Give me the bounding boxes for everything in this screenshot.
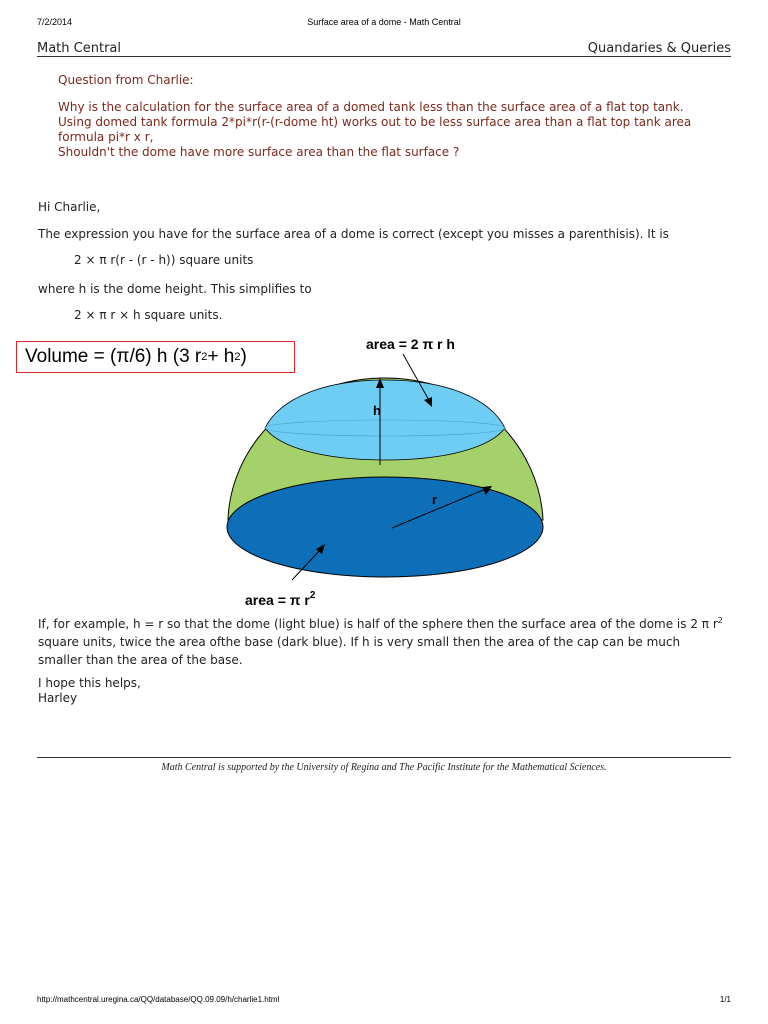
volume-formula-suffix: )	[240, 346, 247, 367]
formula-simplified: 2 × π r × h square units.	[74, 308, 223, 322]
base-area-label	[245, 590, 316, 608]
answer-paragraph-3-a: If, for example, h = r so that the dome (light blue) is half of the sphere then the surface area of the dome is 2 π r	[38, 617, 718, 631]
answer-greeting: Hi Charlie,	[38, 200, 101, 214]
section-name-link[interactable]: Quandaries & Queries	[587, 41, 731, 56]
answer-paragraph-3	[38, 612, 728, 669]
question-line-1: Why is the calculation for the surface area of a domed tank less than the surface area of a flat top tank.	[58, 100, 684, 114]
print-page-number: 1/1	[719, 995, 731, 1004]
cap-area-label: area = 2 π r h	[366, 336, 455, 352]
base-area-label-sup: 2	[309, 590, 316, 601]
base-area-label-text: area = π r	[245, 592, 310, 608]
footer-divider	[37, 757, 731, 758]
question-block	[58, 73, 698, 160]
answer-paragraph-3-b: square units, twice the area ofthe base (dark blue). If h is very small then the area of the cap can be much smaller than the area of the base.	[38, 635, 681, 667]
print-url: http://mathcentral.uregina.ca/QQ/database/QQ.09.09/h/charlie1.html	[37, 995, 280, 1004]
volume-formula-sup-1: 2	[201, 351, 208, 363]
question-line-3: Shouldn't the dome have more surface area than the flat surface ?	[58, 145, 460, 159]
footer-support-text: Math Central is supported by the University of Regina and The Pacific Institute for the Mathematical Sciences.	[161, 762, 607, 773]
answer-closing: I hope this helps,	[38, 676, 141, 690]
formula-surface-area: 2 × π r(r - (r - h)) square units	[74, 253, 254, 267]
answer-paragraph-3-sup: 2	[717, 616, 723, 625]
answer-signature: Harley	[38, 691, 78, 705]
volume-formula-sup-2: 2	[234, 351, 241, 363]
site-header	[37, 36, 731, 57]
question-line-2: Using domed tank formula 2*pi*r(r-(r-dome ht) works out to be less surface area than a flat top tank area formula pi*r x r,	[58, 115, 692, 144]
h-label: h	[373, 403, 381, 418]
dome-base	[227, 477, 543, 577]
volume-formula-mid: + h	[207, 346, 235, 367]
site-name-link[interactable]: Math Central	[37, 41, 121, 56]
volume-formula-prefix: Volume = (π/6) h (3 r	[25, 346, 202, 367]
print-title: Surface area of a dome - Math Central	[307, 17, 461, 27]
question-from: Question from Charlie:	[58, 73, 194, 87]
answer-paragraph-1: The expression you have for the surface area of a dome is correct (except you misses a parenthisis). It is	[38, 227, 669, 241]
print-date: 7/2/2014	[37, 17, 73, 27]
r-label: r	[432, 492, 438, 507]
dome-diagram	[200, 330, 570, 615]
answer-paragraph-2: where h is the dome height. This simplifies to	[38, 282, 312, 296]
